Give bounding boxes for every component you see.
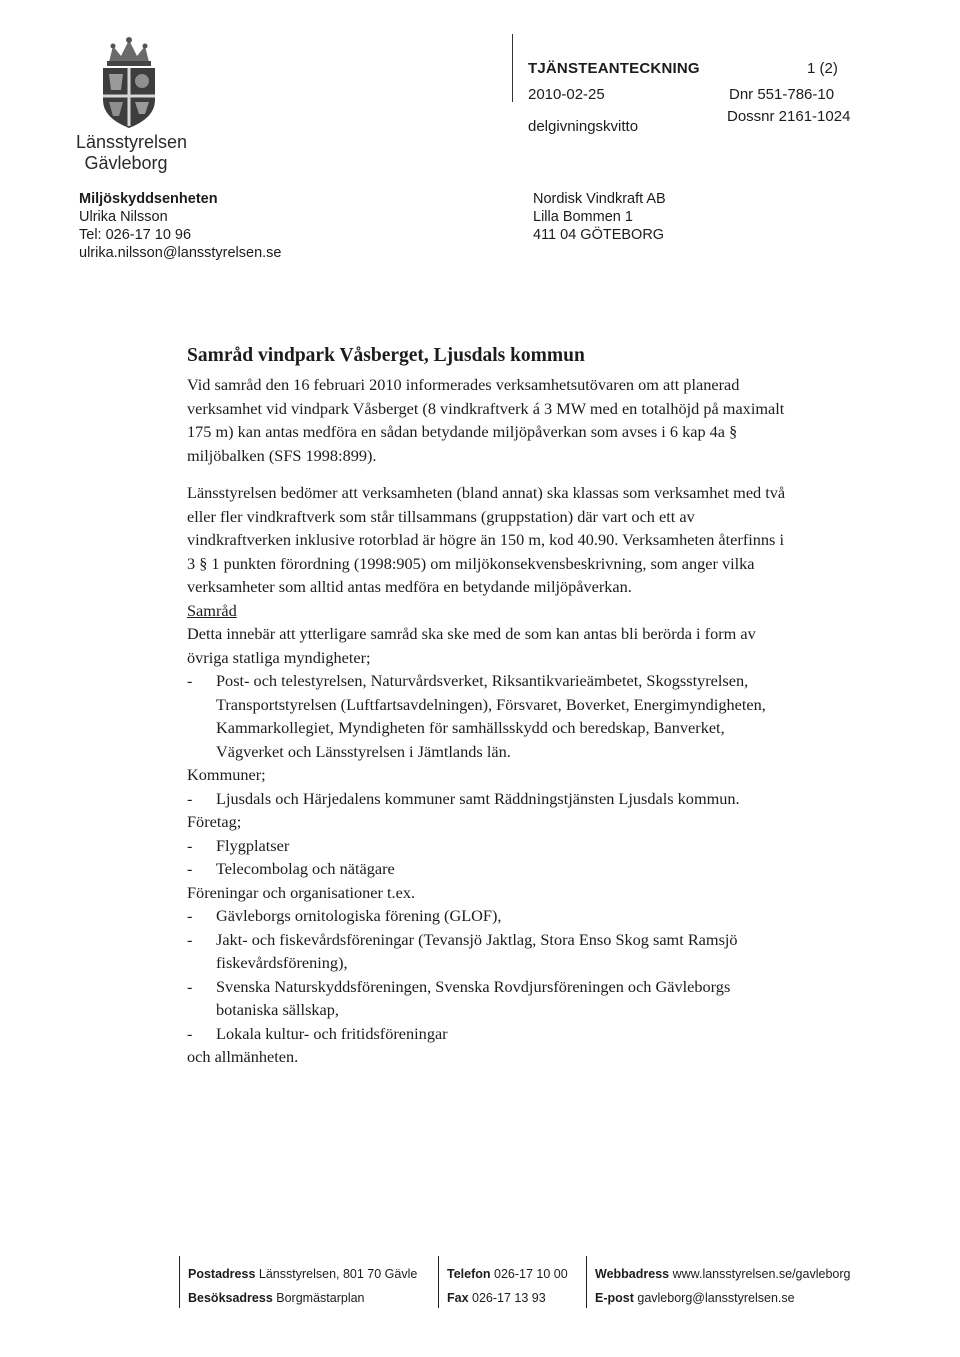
list-dash: - (187, 835, 193, 855)
coat-of-arms-icon (95, 34, 163, 130)
authorities-list-text: Post- och telestyrelsen, Naturvårdsverket, Riksantikvarieämbetet, Skogsstyrelsen, Transportstyrelsen (Luftfartsavdelningen), Försvaret, Boverket, Energimyndigheten, Kammarkollegiet, Myndigheten för samhällsskydd och beredskap, Banverket, Vägverket och Länsstyrelsen i Jämtlands län. (216, 671, 766, 761)
foretag-list-text: Flygplatser (216, 835, 290, 855)
list-item (187, 975, 787, 1022)
footer-divider (586, 1256, 587, 1308)
sender-name: Ulrika Nilsson (79, 209, 168, 225)
webb-label: Webbadress (595, 1267, 670, 1281)
list-dash: - (187, 859, 193, 878)
sender-unit: Miljöskyddsenheten (79, 191, 218, 207)
telefon-value: 026-17 10 00 (494, 1267, 568, 1281)
foreningar-list-text: Svenska Naturskyddsföreningen, Svenska Rovdjursföreningen och Gävleborgs botaniska sällskap, (216, 976, 731, 1019)
recipient-line3: 411 04 GÖTEBORG (533, 227, 665, 243)
list-dash: - (187, 1023, 193, 1043)
fax-value: 026-17 13 93 (472, 1291, 546, 1305)
foreningar-list-text: Lokala kultur- och fritidsföreningar (216, 1023, 448, 1043)
document-title: Samråd vindpark Våsberget, Ljusdals kommun (187, 345, 585, 366)
fax-label: Fax (447, 1291, 469, 1305)
foreningar-list-text: Jakt- och fiskevårdsföreningar (Tevansjö Jaktlag, Stora Enso Skog samt Ramsjö fiskevårdsförening), (216, 929, 738, 972)
document-body (187, 344, 787, 1069)
document-type: TJÄNSTEANTECKNING (528, 60, 700, 77)
epost-value: gavleborg@lansstyrelsen.se (637, 1291, 795, 1305)
sender-email: ulrika.nilsson@lansstyrelsen.se (79, 245, 282, 261)
organization-name (76, 132, 188, 174)
postadress-value: Länsstyrelsen, 801 70 Gävle (258, 1267, 418, 1281)
paragraph-2: Länsstyrelsen bedömer att verksamheten (bland annat) ska klassas som verksamhet med två eller fler vindkraftverk som står tillsammans (gruppstation) där vart och ett av vindkraftverken inklusive rotorblad är högre än 150 m, kod 40.90. Verksamheten återfinns i 3 § 1 punkten förordning (1998:905) om miljökonsekvensbeskrivning, som anger vilka verksamheter som alltid antas medföra en betydande miljöpåverkan. (187, 483, 786, 596)
list-dash: - (187, 671, 193, 690)
list-item (187, 834, 787, 858)
organization-name-line1: Länsstyrelsen (76, 132, 188, 152)
epost-label: E-post (595, 1291, 634, 1305)
recipient-line1: Nordisk Vindkraft AB (533, 191, 666, 207)
list-item (187, 787, 787, 811)
organization-name-line2: Gävleborg (84, 153, 168, 173)
recipient-line2: Lilla Bommen 1 (533, 209, 633, 225)
sender-block (79, 190, 282, 262)
footer-divider (438, 1256, 439, 1308)
telefon-label: Telefon (447, 1267, 491, 1281)
list-dash: - (187, 929, 193, 949)
kommuner-list-text: Ljusdals och Härjedalens kommuner samt Räddningstjänsten Ljusdals kommun. (216, 788, 740, 808)
footer-web-block (595, 1266, 850, 1306)
list-item (187, 904, 787, 928)
header-divider (512, 34, 513, 102)
document-date: 2010-02-25 (528, 86, 605, 103)
kommuner-label: Kommuner; (187, 765, 266, 784)
document-note: delgivningskvitto (528, 118, 639, 135)
besoksadress-value: Borgmästarplan (276, 1291, 365, 1305)
list-item (187, 928, 787, 975)
list-dash: - (187, 788, 193, 808)
sender-phone: Tel: 026-17 10 96 (79, 227, 192, 243)
foreningar-list-text: Gävleborgs ornitologiska förening (GLOF), (216, 906, 502, 925)
list-item (187, 857, 787, 881)
closing-line: och allmänheten. (187, 1047, 299, 1066)
list-dash: - (187, 976, 193, 996)
list-dash: - (187, 906, 193, 925)
foretag-label: Företag; (187, 812, 242, 831)
recipient-address (533, 190, 666, 244)
dossier-number: Dossnr 2161-1024 (727, 108, 851, 125)
samrad-heading: Samråd (187, 600, 237, 620)
webb-value: www.lansstyrelsen.se/gavleborg (672, 1267, 851, 1281)
besoksadress-label: Besöksadress (188, 1291, 273, 1305)
foretag-list-text: Telecombolag och nätägare (216, 859, 395, 878)
footer-phone-block (447, 1266, 568, 1306)
footer-divider (179, 1256, 180, 1308)
foreningar-label: Föreningar och organisationer t.ex. (187, 882, 416, 902)
diary-number: Dnr 551-786-10 (729, 86, 835, 103)
paragraph-3: Detta innebär att ytterligare samråd ska ske med de som kan antas bli berörda i form av övriga statliga myndigheter; (187, 624, 756, 667)
list-item (187, 669, 787, 763)
footer-address-block (188, 1266, 417, 1306)
paragraph-1: Vid samråd den 16 februari 2010 informerades verksamhetsutövaren om att planerad verksamhet vid vindpark Våsberget (8 vindkraftverk á 3 MW med en totalhöjd på maximalt 175 m) kan antas medföra en sådan betydande miljöpåverkan som avses i 6 kap 4a § miljöbalken (SFS 1998:899). (187, 375, 785, 465)
postadress-label: Postadress (188, 1267, 256, 1281)
list-item (187, 1022, 787, 1046)
page-number: 1 (2) (807, 60, 838, 77)
